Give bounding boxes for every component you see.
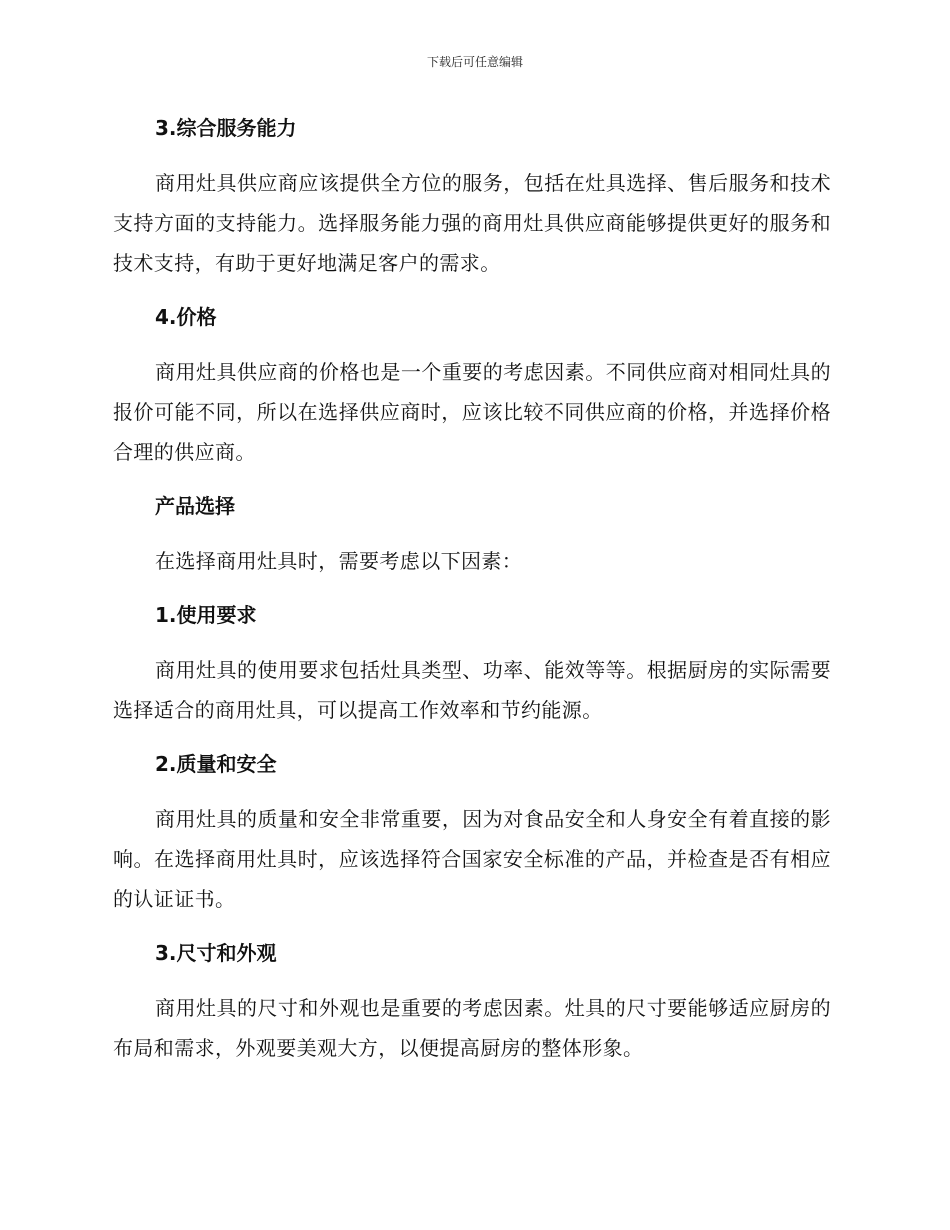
section-heading: 4.价格 xyxy=(155,305,217,329)
section-heading: 3.综合服务能力 xyxy=(155,116,297,140)
page-header-note: 下载后可任意编辑 xyxy=(426,55,523,69)
section-paragraph: 商用灶具的质量和安全非常重要，因为对食品安全和人身安全有着直接的影响。在选择商用灶具时，应该选择符合国家安全标准的产品，并检查是否有相应的认证证书。 xyxy=(113,807,831,911)
section-heading: 产品选择 xyxy=(155,494,235,518)
section-price xyxy=(113,297,831,486)
section-paragraph: 商用灶具的尺寸和外观也是重要的考虑因素。灶具的尺寸要能够适应厨房的布局和需求，外观要美观大方，以便提高厨房的整体形象。 xyxy=(113,996,831,1060)
section-heading: 2.质量和安全 xyxy=(155,752,277,776)
section-paragraph: 商用灶具的使用要求包括灶具类型、功率、能效等等。根据厨房的实际需要选择适合的商用灶具，可以提高工作效率和节约能源。 xyxy=(113,658,831,722)
section-paragraph: 商用灶具供应商的价格也是一个重要的考虑因素。不同供应商对相同灶具的报价可能不同，所以在选择供应商时，应该比较不同供应商的价格，并选择价格合理的供应商。 xyxy=(113,360,831,464)
section-product-selection xyxy=(113,486,831,595)
section-size-appearance xyxy=(113,933,831,1068)
section-service-capability xyxy=(113,108,831,297)
document-body xyxy=(113,108,831,1068)
section-quality-safety xyxy=(113,744,831,933)
section-heading: 3.尺寸和外观 xyxy=(155,941,277,965)
section-paragraph: 在选择商用灶具时，需要考虑以下因素： xyxy=(155,549,523,573)
section-heading: 1.使用要求 xyxy=(155,603,257,627)
section-paragraph: 商用灶具供应商应该提供全方位的服务，包括在灶具选择、售后服务和技术支持方面的支持能力。选择服务能力强的商用灶具供应商能够提供更好的服务和技术支持，有助于更好地满足客户的需求。 xyxy=(113,171,831,275)
section-usage-requirements xyxy=(113,595,831,744)
